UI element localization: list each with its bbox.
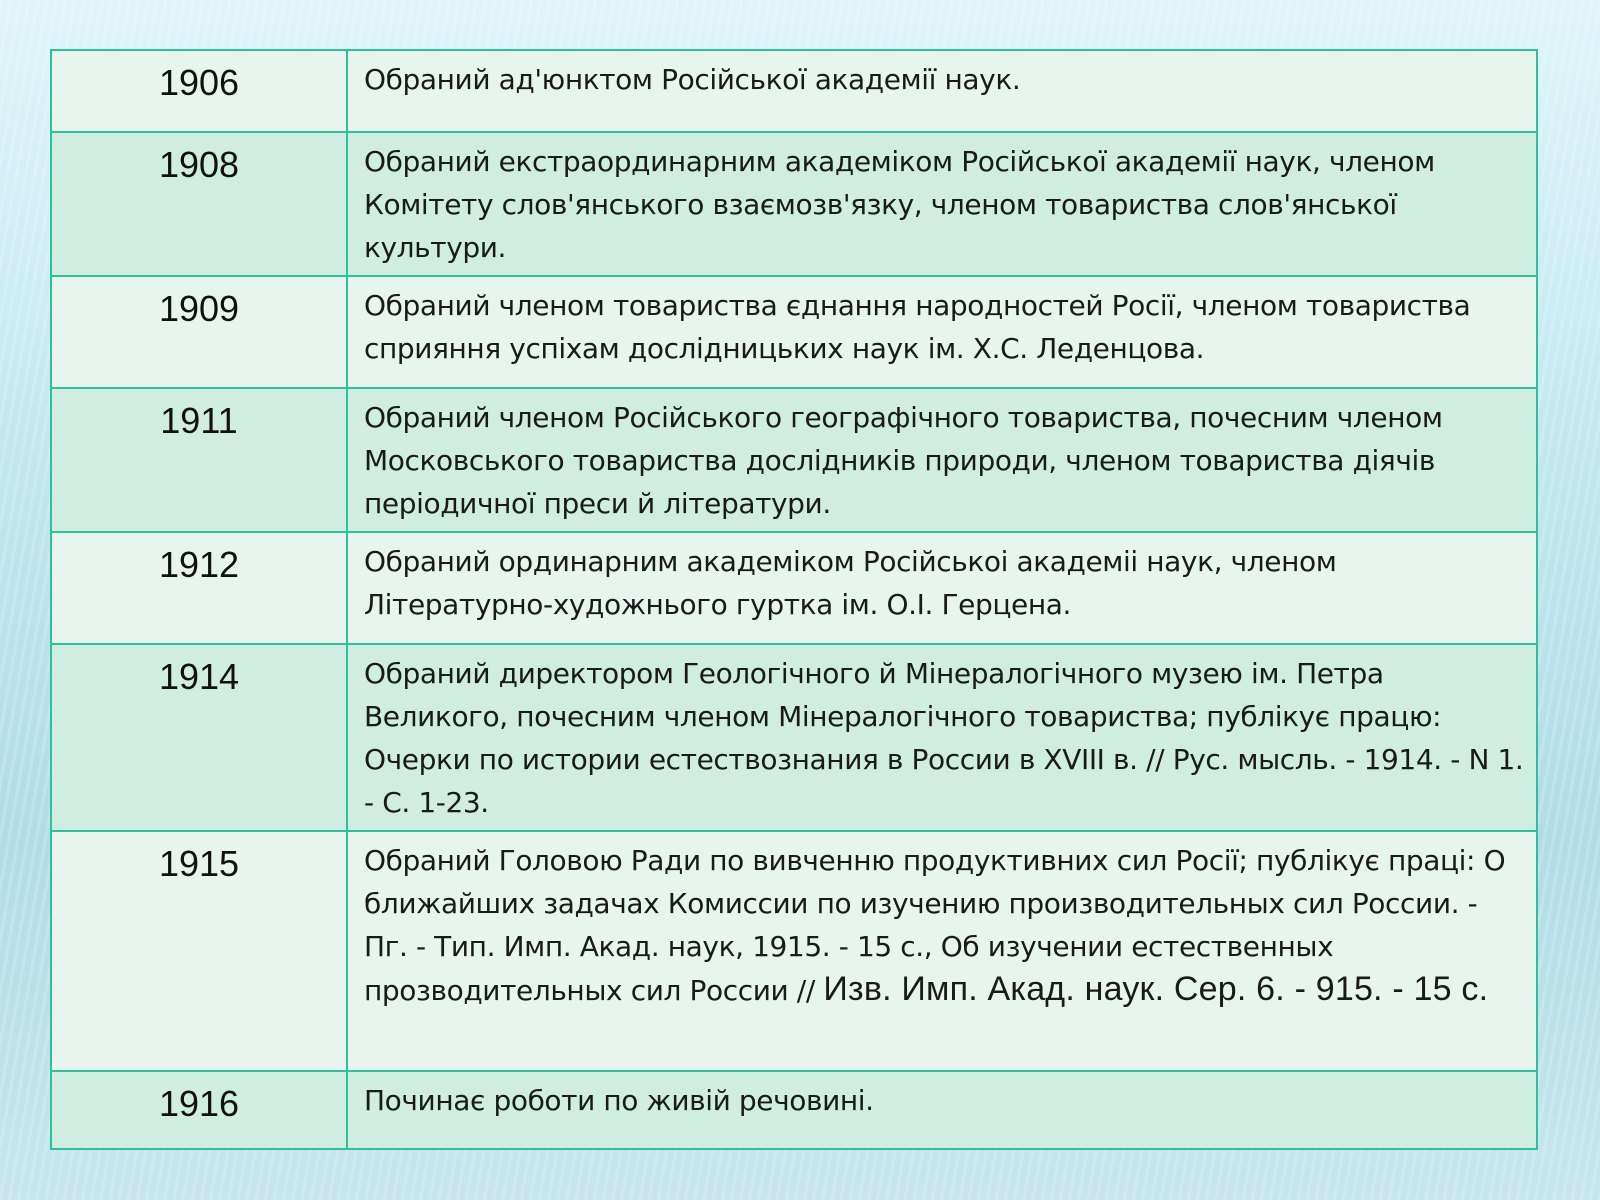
year-cell: 1911 [51, 388, 347, 532]
year-cell: 1909 [51, 276, 347, 388]
timeline-table [50, 49, 1538, 1150]
table-row [51, 388, 1537, 532]
description-cell: Обраний членом товариства єднання народностей Росії, членом товариства сприяння успіхам дослідницьких наук ім. Х.С. Леденцова. [347, 276, 1537, 388]
year-cell: 1912 [51, 532, 347, 644]
description-text-tail: Изв. Имп. Акад. наук. Сер. 6. - 915. - 15 с. [823, 970, 1489, 1008]
table-row [51, 132, 1537, 276]
description-cell: Обраний ад'юнктом Російської академії наук. [347, 50, 1537, 132]
table-row [51, 644, 1537, 831]
description-text: Обраний Головою Ради по вивченню продуктивних сил Росії; публікує праці: О ближайших задачах Комиссии по изучению производительных сил России. - Пг. - Тип. Имп. Акад. наук, 1915. - 15 с., Об изучении естественных прозводительных сил России // [364, 844, 1506, 1007]
description-cell: Обраний директором Геологічного й Мінералогічного музею ім. Петра Великого, почесним членом Мінералогічного товариства; публікує працю: Очерки по истории естествознания в России в XVIII в. // Рус. мысль. - 1914. - N 1. - С. 1-23. [347, 644, 1537, 831]
year-cell: 1916 [51, 1071, 347, 1149]
description-cell: Починає роботи по живій речовині. [347, 1071, 1537, 1149]
year-cell: 1915 [51, 831, 347, 1071]
year-cell: 1906 [51, 50, 347, 132]
table-row [51, 532, 1537, 644]
table-row [51, 1071, 1537, 1149]
description-cell: Обраний ординарним академіком Російськоі академіі наук, членом Літературно-художнього гуртка ім. О.І. Герцена. [347, 532, 1537, 644]
year-cell: 1914 [51, 644, 347, 831]
description-cell: Обраний екстраординарним академіком Російської академії наук, членом Комітету слов'янського взаємозв'язку, членом товариства слов'янської культури. [347, 132, 1537, 276]
table-row [51, 831, 1537, 1071]
year-cell: 1908 [51, 132, 347, 276]
description-cell: Обраний членом Російського географічного товариства, почесним членом Московського товариства дослідників природи, членом товариства діячів періодичної преси й літератури. [347, 388, 1537, 532]
table-row [51, 50, 1537, 132]
description-cell [347, 831, 1537, 1071]
table-row [51, 276, 1537, 388]
